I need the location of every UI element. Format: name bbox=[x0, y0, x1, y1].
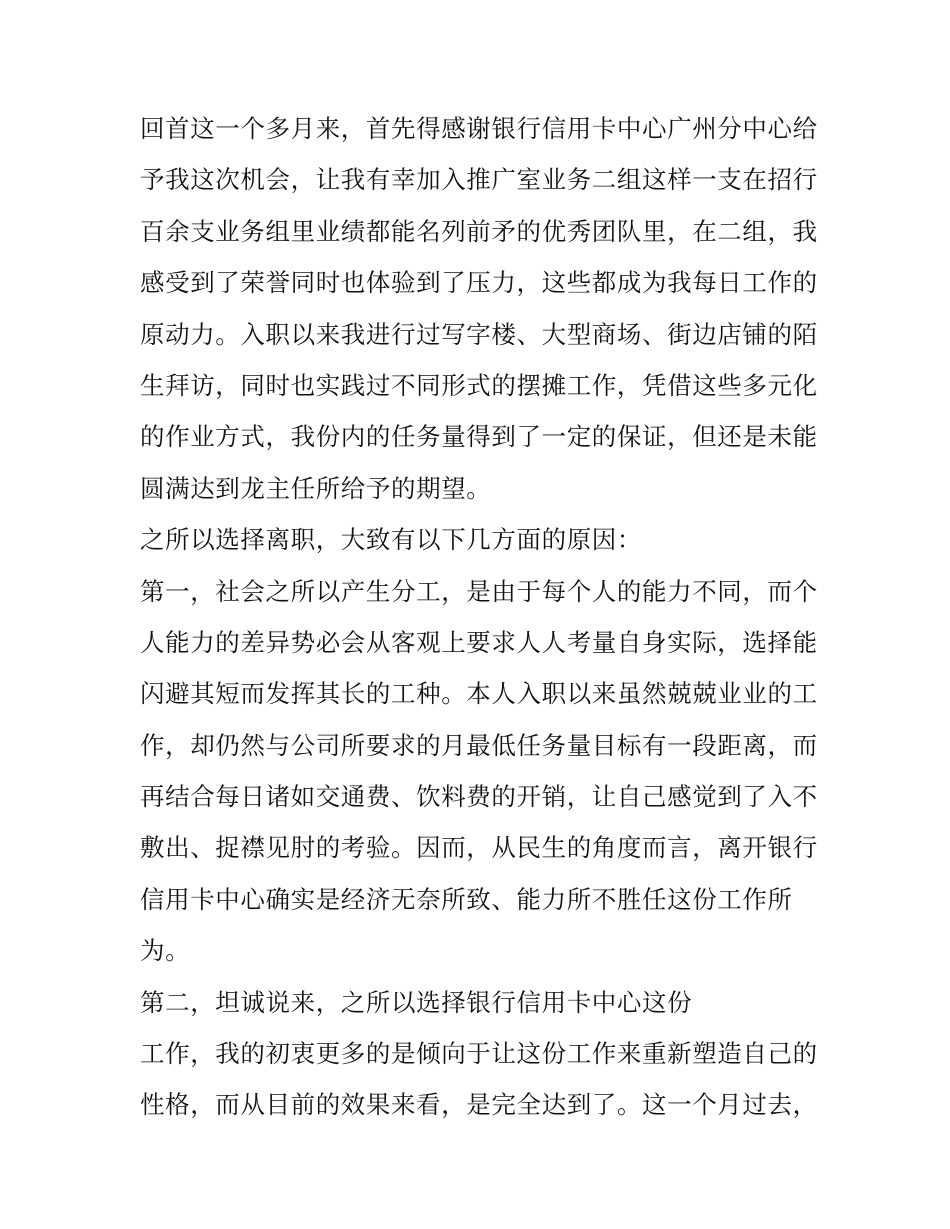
text-line: 圆满达到龙主任所给予的期望。 bbox=[140, 473, 492, 503]
text-line: 感受到了荣誉同时也体验到了压力，这些都成为我每日工作的 bbox=[140, 268, 818, 298]
text-line: 再结合每日诸如交通费、饮料费的开销，让自己感觉到了入不 bbox=[140, 782, 818, 812]
text-line: 生拜访，同时也实践过不同形式的摆摊工作，凭借这些多元化 bbox=[140, 370, 818, 400]
text-line: 作，却仍然与公司所要求的月最低任务量目标有一段距离，而 bbox=[140, 730, 818, 760]
text-line: 闪避其短而发挥其长的工种。本人入职以来虽然兢兢业业的工 bbox=[140, 679, 818, 709]
text-line: 百余支业务组里业绩都能名列前矛的优秀团队里，在二组，我 bbox=[140, 216, 818, 246]
text-line: 的作业方式，我份内的任务量得到了一定的保证，但还是未能 bbox=[140, 422, 818, 452]
text-line: 敷出、捉襟见肘的考验。因而，从民生的角度而言，离开银行 bbox=[140, 833, 818, 863]
text-line: 工作，我的初衷更多的是倾向于让这份工作来重新塑造自己的 bbox=[140, 1039, 818, 1069]
text-line: 原动力。入职以来我进行过写字楼、大型商场、街边店铺的陌 bbox=[140, 319, 818, 349]
text-line: 第一，社会之所以产生分工，是由于每个人的能力不同，而个 bbox=[140, 576, 818, 606]
text-line: 人能力的差异势必会从客观上要求人人考量自身实际，选择能 bbox=[140, 627, 818, 657]
text-line: 予我这次机会，让我有幸加入推广室业务二组这样一支在招行 bbox=[140, 165, 818, 195]
text-line: 性格，而从目前的效果来看，是完全达到了。这一个月过去， bbox=[140, 1090, 818, 1120]
text-line: 回首这一个多月来，首先得感谢银行信用卡中心广州分中心给 bbox=[140, 114, 818, 143]
text-line: 信用卡中心确实是经济无奈所致、能力所不胜任这份工作所 bbox=[140, 884, 793, 914]
text-line: 第二，坦诚说来，之所以选择银行信用卡中心这份 bbox=[140, 987, 693, 1017]
text-line: 之所以选择离职，大致有以下几方面的原因： bbox=[140, 525, 642, 555]
document-body bbox=[140, 103, 820, 1131]
text-line: 为。 bbox=[140, 936, 191, 966]
